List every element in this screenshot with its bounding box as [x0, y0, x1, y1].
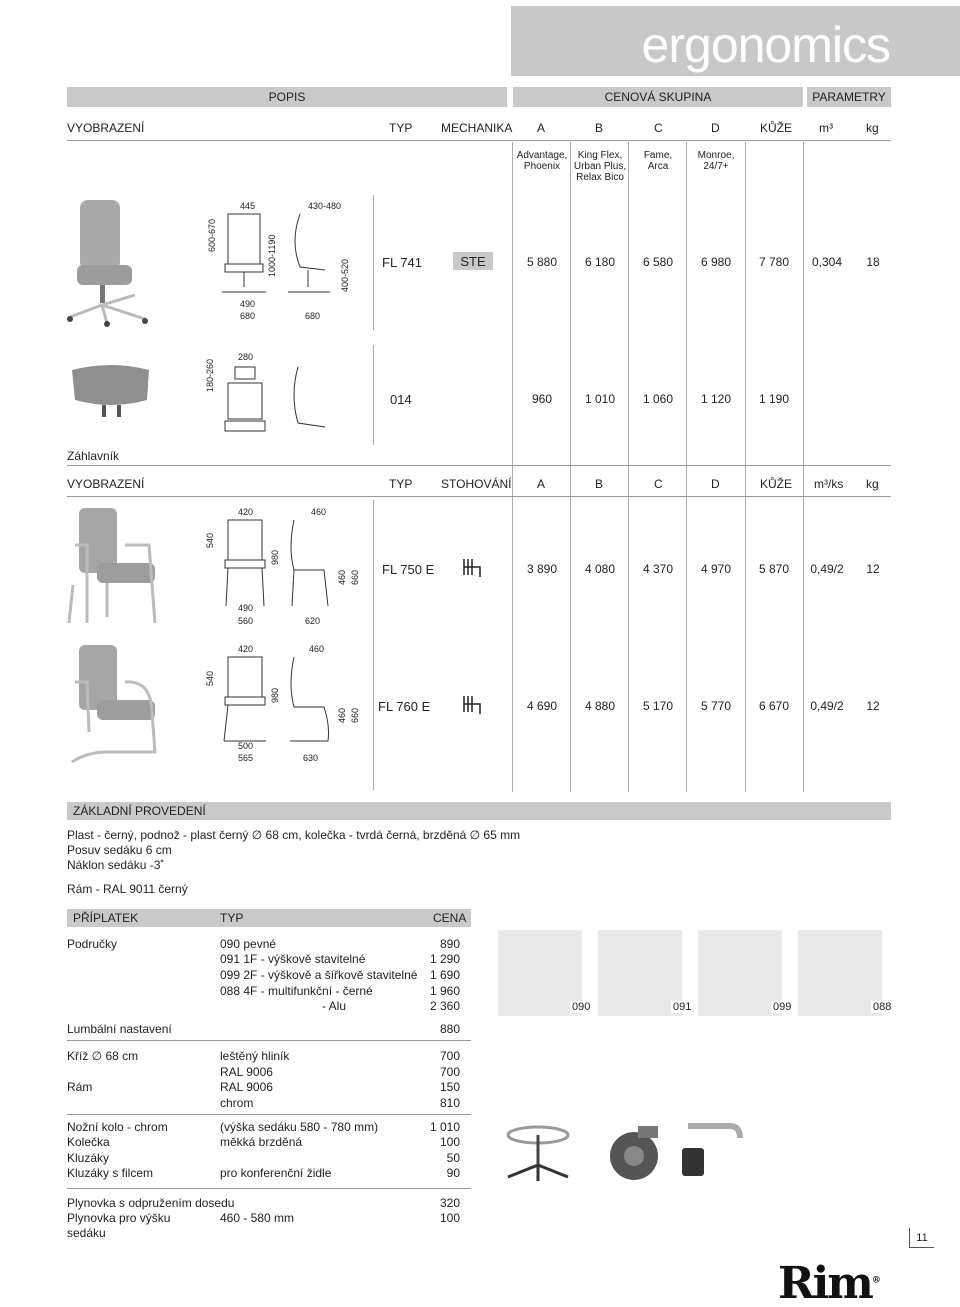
extras-row-price: 1 960 — [429, 984, 460, 998]
col-mechanika: MECHANIKA — [441, 121, 513, 135]
extras-row-label: Područky — [67, 937, 118, 951]
dim-label: 445 — [240, 201, 256, 211]
extras-row-typ: 088 4F - multifunkční - černé — [220, 984, 373, 998]
headrest-price-kuze: 1 190 — [758, 392, 790, 406]
col-d: D — [711, 121, 720, 135]
fl750-drawing — [220, 518, 340, 610]
dim-label: 980 — [270, 687, 280, 703]
col-typ: TYP — [389, 121, 413, 135]
extras-row-label: Lumbální nastavení — [67, 1022, 172, 1036]
extras-row-label: Plynovka pro výšku — [67, 1211, 171, 1225]
armrest-091-photo — [598, 930, 682, 1016]
headrest-typ: 014 — [390, 392, 412, 407]
dim-label: 620 — [305, 616, 321, 626]
fl750-kg: 12 — [866, 562, 880, 576]
fl760-m3: 0,49/2 — [810, 699, 844, 713]
col-a-2: A — [537, 477, 546, 491]
extras-row-typ: (výška sedáku 580 - 780 mm) — [220, 1120, 379, 1134]
extras-row-price: 1 010 — [429, 1120, 460, 1134]
extras-row-label: sedáku — [67, 1226, 106, 1240]
col-kuze: KŮŽE — [760, 121, 793, 135]
extras-row-typ: - Alu — [322, 999, 347, 1013]
basic-line: Posuv sedáku 6 cm — [67, 843, 172, 857]
extras-row-typ: 091 1F - výškově stavitelné — [220, 952, 366, 966]
fl741-kg: 18 — [866, 255, 880, 269]
fl760-price-b: 4 880 — [584, 699, 616, 713]
extras-row-price: 890 — [439, 937, 460, 951]
extras-row-typ: měkká brzděná — [220, 1135, 303, 1149]
dim-label: 680 — [240, 311, 256, 321]
dim-label: 460 — [337, 569, 347, 585]
fl760-drawing — [220, 655, 340, 747]
extras-header — [67, 909, 471, 927]
extras-row-price: 100 — [439, 1135, 460, 1149]
armrest-088-photo — [798, 930, 882, 1016]
extras-row-typ: 460 - 580 mm — [220, 1211, 295, 1225]
extras-row-typ: pro konferenční židle — [220, 1166, 332, 1180]
dim-label: 660 — [350, 569, 360, 585]
col-m3: m³ — [819, 121, 833, 135]
group-a: Advantage, Phoenix — [516, 150, 568, 172]
headrest-price-c: 1 060 — [642, 392, 674, 406]
dim-label: 460 — [309, 644, 325, 654]
armrest-tag: 088 — [873, 1001, 892, 1013]
fl741-price-c: 6 580 — [642, 255, 674, 269]
castor-photo — [600, 1118, 675, 1183]
extras-row-price: 880 — [439, 1022, 460, 1036]
armrest-tag: 099 — [773, 1001, 792, 1013]
fl760-price-kuze: 6 670 — [758, 699, 790, 713]
page-title: ergonomics — [641, 17, 890, 73]
extras-row-price: 90 — [446, 1166, 460, 1180]
fl750-m3: 0,49/2 — [810, 562, 844, 576]
header-cenova-skupina: CENOVÁ SKUPINA — [513, 87, 803, 107]
extras-row-price: 100 — [439, 1211, 460, 1225]
group-c: Fame, Arca — [643, 150, 673, 172]
dim-label: 540 — [205, 670, 215, 686]
col-m3-ks: m³/ks — [814, 477, 844, 491]
armrest-tag: 090 — [572, 1001, 591, 1013]
fl741-mechanism-badge: STE — [453, 252, 493, 270]
basic-line: Náklon sedáku -3˚ — [67, 858, 165, 872]
stackable-icon — [460, 694, 484, 716]
dim-label: 280 — [238, 352, 254, 362]
extras-row-label: Plynovka s odpružením dosedu — [67, 1196, 235, 1210]
extras-row-price: 50 — [446, 1151, 460, 1165]
headrest-drawing — [220, 365, 340, 440]
fl741-price-d: 6 980 — [700, 255, 732, 269]
fl750-price-kuze: 5 870 — [758, 562, 790, 576]
extras-row-label: Kolečka — [67, 1135, 110, 1149]
headrest-price-b: 1 010 — [584, 392, 616, 406]
fl760-price-a: 4 690 — [526, 699, 558, 713]
fl741-price-a: 5 880 — [526, 255, 558, 269]
dim-label: 630 — [303, 753, 319, 763]
header-popis: POPIS — [67, 87, 507, 107]
col-b-2: B — [595, 477, 604, 491]
extras-row-price: 1 690 — [429, 968, 460, 982]
fl750-price-d: 4 970 — [700, 562, 732, 576]
col-a: A — [537, 121, 546, 135]
dim-label: 660 — [350, 707, 360, 723]
col-kg-2: kg — [866, 477, 879, 491]
extras-row-typ: RAL 9006 — [220, 1065, 273, 1079]
extras-row-price: 810 — [439, 1096, 460, 1110]
stackable-icon — [460, 557, 484, 579]
headrest-label: Záhlavník — [67, 449, 120, 463]
extras-row-price: 320 — [439, 1196, 460, 1210]
extras-row-price: 150 — [439, 1080, 460, 1094]
basic-section-title: ZÁKLADNÍ PROVEDENÍ — [67, 802, 891, 820]
fl750-price-b: 4 080 — [584, 562, 616, 576]
dim-label: 180-260 — [205, 358, 215, 392]
dim-label: 600-670 — [207, 218, 217, 252]
headrest-price-d: 1 120 — [700, 392, 732, 406]
dim-label: 490 — [240, 299, 256, 309]
fl760-typ: FL 760 E — [378, 699, 431, 714]
fl760-price-c: 5 170 — [642, 699, 674, 713]
dim-label: 560 — [238, 616, 254, 626]
fl760-chair-photo — [67, 642, 162, 767]
extras-row-label: Kluzáky — [67, 1151, 110, 1165]
fl750-chair-photo — [67, 505, 162, 630]
extras-row-label: Nožní kolo - chrom — [67, 1120, 168, 1134]
col-kg: kg — [866, 121, 879, 135]
extras-col-typ: TYP — [220, 911, 244, 925]
dim-label: 540 — [205, 532, 215, 548]
fl750-typ: FL 750 E — [382, 562, 435, 577]
extras-row-typ: leštěný hliník — [220, 1049, 290, 1063]
extras-row-typ: chrom — [220, 1096, 254, 1110]
fl741-price-kuze: 7 780 — [758, 255, 790, 269]
col-c: C — [654, 121, 663, 135]
glide-photo — [680, 1118, 750, 1183]
extras-row-price: 700 — [439, 1065, 460, 1079]
dim-label: 980 — [270, 549, 280, 565]
extras-row-price: 700 — [439, 1049, 460, 1063]
group-b: King Flex, Urban Plus, Relax Bico — [573, 150, 627, 183]
dim-label: 400-520 — [340, 258, 350, 292]
fl750-price-c: 4 370 — [642, 562, 674, 576]
col-stohovani: STOHOVÁNÍ — [441, 477, 512, 491]
dim-label: 680 — [305, 311, 321, 321]
extras-row-typ: 090 pevné — [220, 937, 277, 951]
dim-label: 420 — [238, 507, 254, 517]
page-number: 11 — [909, 1228, 934, 1248]
armrest-tag: 091 — [673, 1001, 692, 1013]
fl741-drawing — [220, 212, 340, 302]
fl741-chair-photo — [67, 195, 157, 330]
extras-row-price: 2 360 — [429, 999, 460, 1013]
dim-label: 420 — [238, 644, 254, 654]
col-b: B — [595, 121, 604, 135]
extras-col-cena: CENA — [433, 911, 467, 925]
col-vyobrazeni-2: VYOBRAZENÍ — [67, 477, 145, 491]
col-kuze-2: KŮŽE — [760, 477, 793, 491]
headrest-price-a: 960 — [531, 392, 553, 406]
fl760-price-d: 5 770 — [700, 699, 732, 713]
header-parametry: PARAMETRY — [807, 87, 891, 107]
col-typ-2: TYP — [389, 477, 413, 491]
dim-label: 500 — [238, 741, 254, 751]
extras-row-label: Kříž ∅ 68 cm — [67, 1049, 139, 1063]
fl750-price-a: 3 890 — [526, 562, 558, 576]
rim-logo: Rim® — [778, 1258, 879, 1307]
extras-row-label: Kluzáky s filcem — [67, 1166, 154, 1180]
dim-label: 490 — [238, 603, 254, 613]
dim-label: 565 — [238, 753, 254, 763]
dim-label: 460 — [311, 507, 327, 517]
col-vyobrazeni: VYOBRAZENÍ — [67, 121, 145, 135]
extras-row-typ: RAL 9006 — [220, 1080, 273, 1094]
dim-label: 1000-1190 — [267, 234, 277, 277]
basic-line: Rám - RAL 9011 černý — [67, 882, 188, 896]
col-d-2: D — [711, 477, 720, 491]
dim-label: 460 — [337, 707, 347, 723]
basic-line: Plast - černý, podnož - plast černý ∅ 68 cm, kolečka - tvrdá černá, brzděná ∅ 65 mm — [67, 828, 521, 842]
headrest-photo — [67, 360, 157, 420]
footring-photo — [500, 1115, 575, 1185]
group-d: Monroe, 24/7+ — [697, 150, 735, 172]
extras-row-typ: 099 2F - výškově a šířkově stavitelné — [220, 968, 418, 982]
armrest-099-photo — [698, 930, 782, 1016]
fl741-price-b: 6 180 — [584, 255, 616, 269]
fl760-kg: 12 — [866, 699, 880, 713]
extras-row-label: Rám — [67, 1080, 93, 1094]
extras-title: PŘÍPLATEK — [73, 911, 139, 925]
extras-row-price: 1 290 — [429, 952, 460, 966]
fl741-m3: 0,304 — [811, 255, 843, 269]
dim-label: 430-480 — [308, 201, 342, 211]
title-banner — [511, 6, 960, 76]
col-c-2: C — [654, 477, 663, 491]
fl741-typ: FL 741 — [382, 255, 422, 270]
